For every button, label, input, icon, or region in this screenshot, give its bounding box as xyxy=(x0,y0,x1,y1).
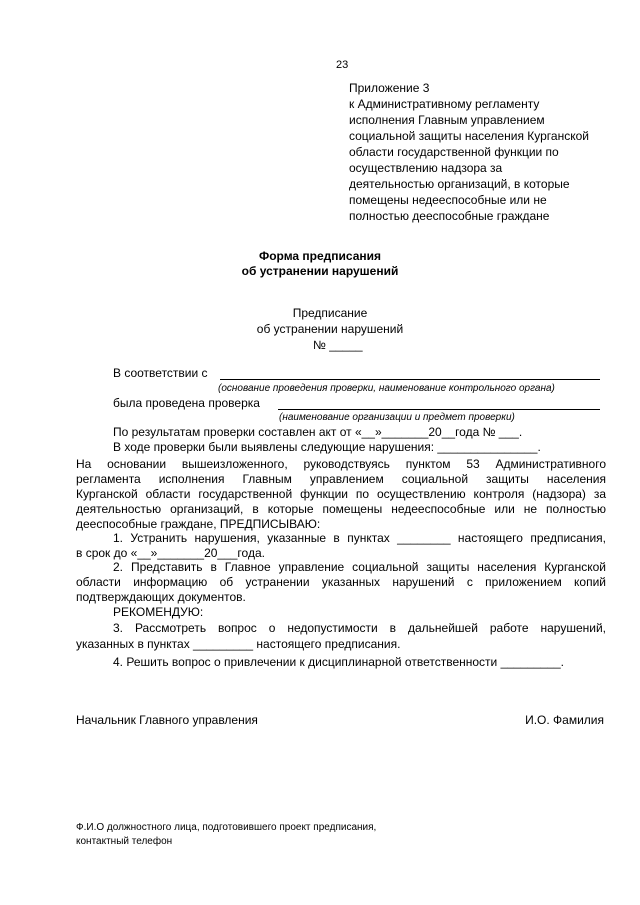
form-title-line1: Форма предписания xyxy=(258,249,382,263)
accordance-blank-line xyxy=(220,379,600,380)
signature-name: И.О. Фамилия xyxy=(525,713,604,727)
signature-position: Начальник Главного управления xyxy=(76,713,258,727)
appendix-line: осуществлению надзора за xyxy=(349,161,503,175)
basis-line: На основании вышеизложенного, руководствуясь пунктом 53 Административного xyxy=(76,457,606,471)
appendix-line: к Административному регламенту xyxy=(349,97,540,111)
appendix-line: социальной защиты населения Курганской xyxy=(349,129,589,143)
inspection-label: была проведена проверка xyxy=(113,396,260,410)
item1-line1: 1. Устранить нарушения, указанные в пунктах ________ настоящего предписания, xyxy=(113,531,606,545)
appendix-line: помещены недееспособные или не xyxy=(349,193,547,207)
item4-line: 4. Решить вопрос о привлечении к дисциплинарной ответственности _________. xyxy=(113,655,564,669)
inspection-blank-line xyxy=(278,409,600,410)
accordance-label: В соответствии с xyxy=(113,366,208,380)
doc-number: № _____ xyxy=(313,338,363,352)
basis-last-line: дееспособные граждане, ПРЕДПИСЫВАЮ: xyxy=(76,517,321,531)
doc-subtitle: об устранении нарушений xyxy=(256,322,404,336)
basis-line: регламента исполнения Главным управлением социальной защиты населения xyxy=(76,472,606,486)
appendix-line: деятельностью организаций, в которые xyxy=(349,177,570,191)
item2-line3: подтверждающих документов. xyxy=(76,590,246,604)
appendix-line: Приложение 3 xyxy=(349,81,430,95)
appendix-line: области государственной функции по xyxy=(349,145,559,159)
results-line: По результатам проверки составлен акт от «__»_______20__года № ___. xyxy=(113,425,523,439)
page-number: 23 xyxy=(336,59,349,71)
item3-line2: указанных в пунктах _________ настоящего предписания. xyxy=(76,637,401,651)
form-title-line2: об устранении нарушений xyxy=(241,264,399,278)
appendix-line: исполнения Главным управлением xyxy=(349,113,545,127)
item1-line2: в срок до «__»_______20___года. xyxy=(76,546,265,560)
appendix-line: полностью дееспособные граждане xyxy=(349,209,550,223)
basis-line: Курганской области государственной функции по осуществлению контроля (надзора) за xyxy=(76,487,606,501)
footer-line2: контактный телефон xyxy=(76,836,173,847)
item2-line1: 2. Представить в Главное управление социальной защиты населения Курганской xyxy=(113,560,606,574)
violations-line: В ходе проверки были выявлены следующие нарушения: _______________. xyxy=(113,440,541,454)
doc-title: Предписание xyxy=(292,306,368,320)
footer-line1: Ф.И.О должностного лица, подготовившего проект предписания, xyxy=(76,822,377,833)
recommend-heading: РЕКОМЕНДУЮ: xyxy=(113,605,204,619)
accordance-hint: (основание проведения проверки, наименование контрольного органа) xyxy=(218,383,555,394)
item2-line2: области информацию об устранении указанных нарушений с приложением копий xyxy=(76,575,606,589)
inspection-hint: (наименование организации и предмет проверки) xyxy=(279,412,515,423)
item3-line1: 3. Рассмотреть вопрос о недопустимости в дальнейшей работе нарушений, xyxy=(113,621,606,635)
basis-line: деятельностью организаций, в которые помещены недееспособные или не полностью xyxy=(76,502,606,516)
